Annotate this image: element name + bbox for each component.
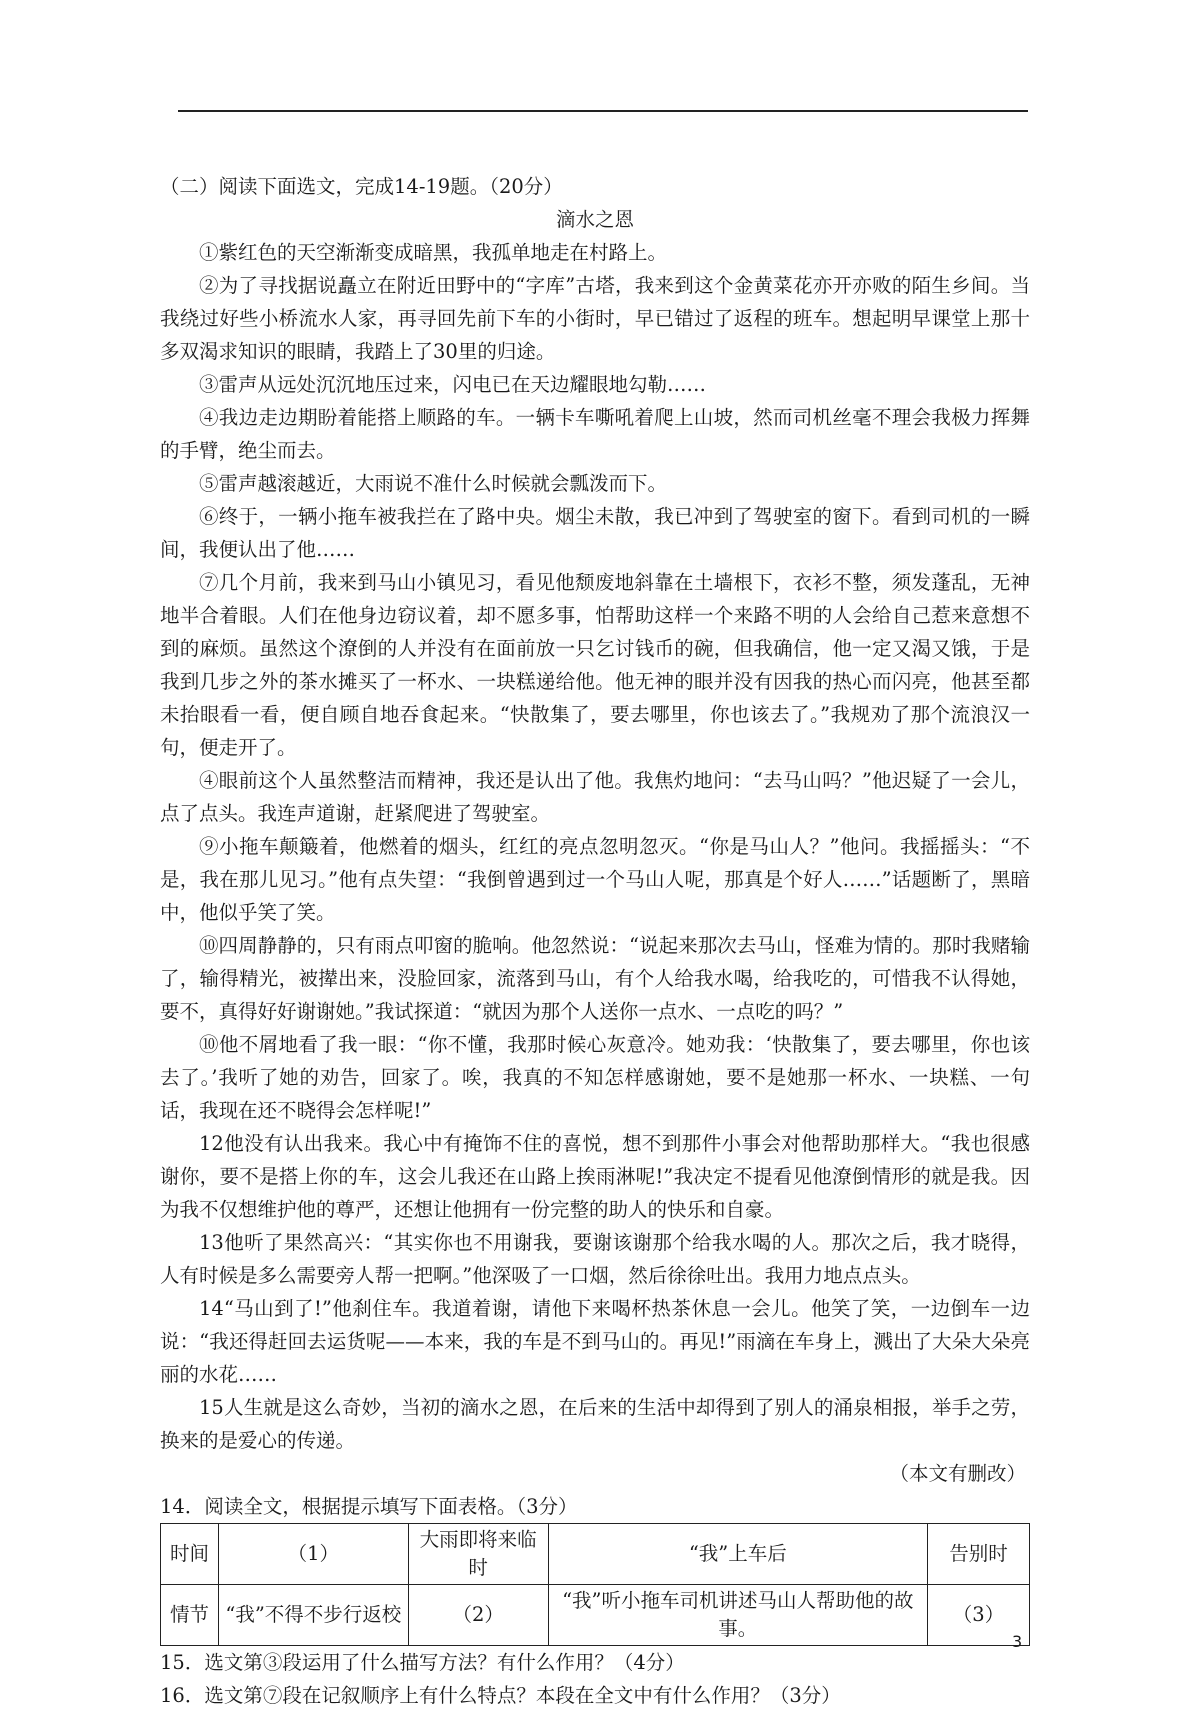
paragraph: ③雷声从远处沉沉地压过来，闪电已在天边耀眼地勾勒…… — [199, 373, 707, 396]
source-note: （本文有删改） — [889, 1462, 1026, 1485]
table-cell: （1） — [218, 1524, 408, 1585]
table-cell: 情节 — [161, 1585, 219, 1646]
paragraph: 15人生就是这么奇妙，当初的滴水之恩，在后来的生活中却得到了别人的涌泉相报，举手之劳，换来的是爱心的传递。 — [160, 1396, 1030, 1452]
paragraph: ④眼前这个人虽然整洁而精神，我还是认出了他。我焦灼地问：“去马山吗？”他迟疑了一会儿，点了点头。我连声道谢，赶紧爬进了驾驶室。 — [160, 769, 1030, 825]
paragraph: ⑩他不屑地看了我一眼：“你不懂，我那时候心灰意冷。她劝我：‘快散集了，要去哪里，你也该去了。’我听了她的劝告，回家了。唉，我真的不知怎样感谢她，要不是她那一杯水、一块糕、一句话，我现在还不晓得会怎样呢!” — [160, 1033, 1030, 1122]
question-14: 14．阅读全文，根据提示填写下面表格。（3分） — [160, 1495, 578, 1518]
paragraph: ⑩四周静静的，只有雨点叩窗的脆响。他忽然说：“说起来那次去马山，怪难为情的。那时我赌输了，输得精光，被撵出来，没脸回家，流落到马山，有个人给我水喝，给我吃的，可惜我不认得她，要不，真得好好谢谢她。”我试探道：“就因为那个人送你一点水、一点吃的吗？” — [160, 934, 1030, 1023]
table-row — [161, 1524, 1030, 1585]
question-15: 15．选文第③段运用了什么描写方法？有什么作用？（4分） — [160, 1651, 685, 1674]
paragraph: 13他听了果然高兴：“其实你也不用谢我，要谢该谢那个给我水喝的人。那次之后，我才晓得，人有时候是多么需要旁人帮一把啊。”他深吸了一口烟，然后徐徐吐出。我用力地点点头。 — [160, 1231, 1030, 1287]
table-cell: 时间 — [161, 1524, 219, 1585]
answer-table — [160, 1523, 1030, 1646]
table-row — [161, 1585, 1030, 1646]
table-cell: “我”不得不步行返校 — [218, 1585, 408, 1646]
question-16: 16．选文第⑦段在记叙顺序上有什么特点？本段在全文中有什么作用？（3分） — [160, 1684, 841, 1707]
paragraph: ⑨小拖车颠簸着，他燃着的烟头，红红的亮点忽明忽灭。“你是马山人？”他问。我摇摇头：“不是，我在那儿见习。”他有点失望：“我倒曾遇到过一个马山人呢，那真是个好人……”话题断了，黑暗中，他似乎笑了笑。 — [160, 835, 1030, 924]
paragraph: 14“马山到了!”他刹住车。我道着谢，请他下来喝杯热茶休息一会儿。他笑了笑，一边倒车一边说：“我还得赶回去运货呢——本来，我的车是不到马山的。再见!”雨滴在车身上，溅出了大朵大朵亮丽的水花…… — [160, 1297, 1030, 1386]
paragraph: ④我边走边期盼着能搭上顺路的车。一辆卡车嘶吼着爬上山坡，然而司机丝毫不理会我极力挥舞的手臂，绝尘而去。 — [160, 406, 1030, 462]
article-title: 滴水之恩 — [555, 208, 634, 231]
page-content — [160, 170, 1030, 1712]
paragraph: ②为了寻找据说矗立在附近田野中的“字库”古塔，我来到这个金黄菜花亦开亦败的陌生乡间。当我绕过好些小桥流水人家，再寻回先前下车的小街时，早已错过了返程的班车。想起明早课堂上那十多双渴求知识的眼睛，我踏上了30里的归途。 — [160, 274, 1030, 363]
header-rule — [178, 110, 1028, 112]
table-cell: “我”听小拖车司机讲述马山人帮助他的故事。 — [548, 1585, 927, 1646]
table-cell: 大雨即将来临时 — [408, 1524, 548, 1585]
table-cell: 告别时 — [928, 1524, 1030, 1585]
paragraph: ⑤雷声越滚越近，大雨说不准什么时候就会瓢泼而下。 — [199, 472, 668, 495]
table-cell: “我”上车后 — [548, 1524, 927, 1585]
table-cell: （2） — [408, 1585, 548, 1646]
paragraph: ⑥终于，一辆小拖车被我拦在了路中央。烟尘未散，我已冲到了驾驶室的窗下。看到司机的一瞬间，我便认出了他…… — [160, 505, 1030, 561]
page-number: 3 — [1012, 1632, 1023, 1651]
paragraph: 12他没有认出我来。我心中有掩饰不住的喜悦，想不到那件小事会对他帮助那样大。“我也很感谢你，要不是搭上你的车，这会儿我还在山路上挨雨淋呢!”我决定不提看见他潦倒情形的就是我。因为我不仅想维护他的尊严，还想让他拥有一份完整的助人的快乐和自豪。 — [160, 1132, 1030, 1221]
paragraph: ⑦几个月前，我来到马山小镇见习，看见他颓废地斜靠在土墙根下，衣衫不整，须发蓬乱，无神地半合着眼。人们在他身边窃议着，却不愿多事，怕帮助这样一个来路不明的人会给自己惹来意想不到的麻烦。虽然这个潦倒的人并没有在面前放一只乞讨钱币的碗，但我确信，他一定又渴又饿，于是我到几步之外的茶水摊买了一杯水、一块糕递给他。他无神的眼并没有因我的热心而闪亮，他甚至都未抬眼看一看，便自顾自地吞食起来。“快散集了，要去哪里，你也该去了。”我规劝了那个流浪汉一句，便走开了。 — [160, 571, 1030, 759]
table-cell: （3） — [928, 1585, 1030, 1646]
paragraph: ①紫红色的天空渐渐变成暗黑，我孤单地走在村路上。 — [199, 241, 668, 264]
section-heading: （二）阅读下面选文，完成14-19题。（20分） — [160, 175, 563, 198]
